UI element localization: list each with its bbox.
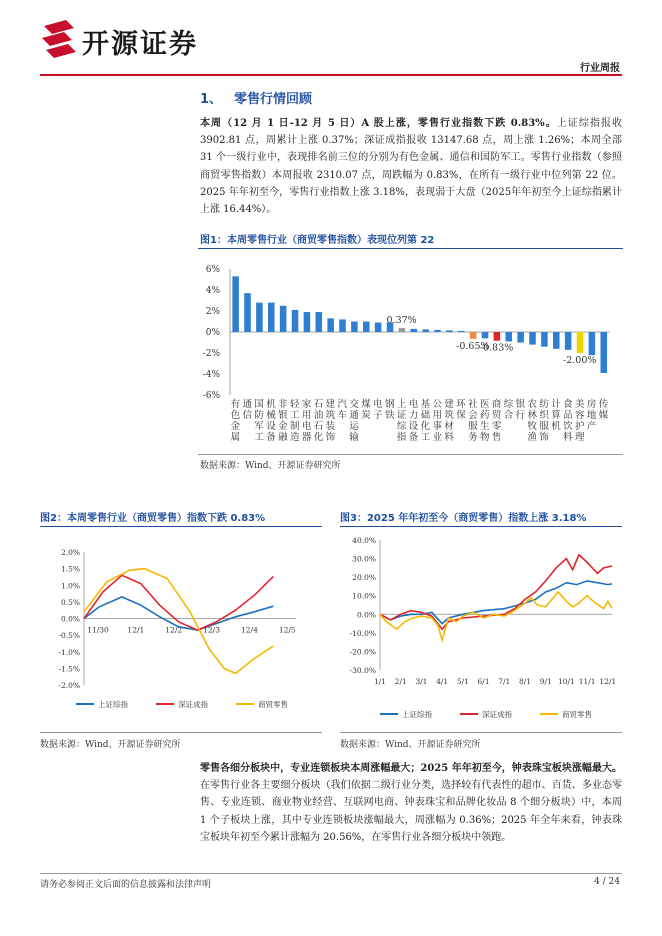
legend-label: 深证成指 (482, 710, 512, 719)
x-category-char: 行 (515, 410, 526, 421)
footer-divider (40, 873, 622, 874)
x-category-char: 渔 (527, 432, 537, 443)
x-category-char: 金 (230, 421, 241, 432)
x-category-char: 工 (254, 432, 264, 443)
y-tick-label: 10.0% (352, 591, 376, 601)
x-category-char: 汽 (337, 399, 347, 410)
section-title-text: 零售行情回顾 (234, 92, 313, 107)
x-category-char: 轻 (289, 399, 300, 410)
x-category-char: 服 (539, 421, 549, 432)
y-tick-label: -1.5% (58, 664, 80, 674)
x-category-char: 子 (373, 410, 383, 421)
figure1-source: 数据来源：Wind、开源证券研究所 (200, 461, 341, 471)
x-category-char: 房 (586, 399, 597, 410)
x-category-char: 事 (432, 421, 442, 432)
x-category-char: 筑 (444, 410, 454, 421)
paragraph-subsector-review (200, 760, 622, 846)
x-category-char: 设 (266, 421, 276, 432)
legend-label: 商贸零售 (562, 710, 592, 719)
x-tick-label: 2/1 (394, 677, 407, 686)
x-tick-label: 12/1 (127, 625, 145, 635)
bar-上证综指 (399, 328, 406, 332)
x-tick-label: 8/1 (518, 677, 532, 686)
x-tick-label: 1/1 (373, 677, 387, 686)
bar-食品饮料 (565, 332, 572, 350)
y-tick-label: -0.5% (58, 631, 80, 641)
y-tick-label: -1.0% (58, 647, 80, 657)
x-tick-label: 12/5 (278, 625, 296, 635)
bar-国防军工 (256, 303, 263, 332)
x-category-char: 环 (456, 399, 466, 410)
x-category-char: 备 (408, 432, 419, 443)
legend-label: 商贸零售 (258, 700, 288, 709)
brand-name: 开源证券 (82, 29, 198, 60)
x-category-char: 牧 (527, 421, 537, 432)
figure2-bottom-rule (40, 732, 322, 733)
x-category-char: 金 (278, 421, 288, 432)
bar-房地产 (589, 332, 596, 355)
y-tick-label: 0.5% (60, 597, 80, 607)
y-tick-label: -30.0% (349, 666, 376, 675)
x-category-char: 社 (468, 399, 478, 410)
figure3-bottom-rule (340, 732, 622, 733)
x-category-char: 用 (301, 410, 312, 421)
x-category-char: 力 (408, 410, 419, 421)
x-category-char: 计 (551, 399, 561, 410)
bar-银行 (517, 332, 524, 343)
ytd-line-chart (340, 530, 622, 730)
paragraph-body: 在零售行业各主要细分板块（我们依据二级行业分类，选择较有代表性的超市、百货、多业态零售、专业连锁、商业物业经营、互联网电商、钟表珠宝和品牌化妆品 8 个细分板块）中，本周 1 个子板块上涨，其中专业连锁板块涨幅最大，周涨幅为 0.36%；2025 年全年来看，钟表珠宝板块年初至今累计涨幅为 20.56%，在零售行业各细分板块中领跑。 (200, 780, 622, 843)
x-category-char: 机 (551, 421, 561, 432)
y-tick-label: -2% (202, 349, 220, 359)
x-category-char: 务 (468, 432, 478, 443)
x-category-char: 饰 (539, 432, 549, 443)
x-category-char: 炭 (361, 410, 371, 421)
y-tick-label: 0.0% (60, 614, 80, 624)
y-tick-label: -10.0% (349, 628, 376, 638)
x-category-char: 公 (432, 399, 442, 410)
bar-石油石化 (316, 312, 323, 332)
x-category-char: 品 (563, 410, 573, 421)
bar-通信 (244, 293, 251, 332)
x-category-char: 银 (278, 410, 288, 421)
x-category-char: 保 (456, 410, 466, 421)
bar-环保 (458, 331, 465, 332)
figure1-top-rule (198, 248, 623, 249)
x-category-char: 输 (349, 432, 359, 443)
x-category-char: 有 (230, 399, 241, 410)
x-tick-label: 10/1 (558, 677, 575, 686)
bar-传媒 (601, 332, 608, 373)
figure2-title: 图2：本周零售行业（商贸零售）指数下跌 0.83% (40, 513, 266, 524)
x-category-char: 筑 (325, 410, 336, 421)
bar-轻工制造 (292, 310, 299, 332)
x-category-char: 石 (313, 421, 324, 432)
y-tick-label: 40.0% (352, 536, 376, 545)
x-category-char: 工 (289, 410, 300, 421)
x-category-char: 纺 (539, 399, 549, 410)
y-tick-label: -4% (202, 370, 220, 380)
y-tick-label: -2.0% (58, 681, 80, 690)
x-category-char: 础 (420, 410, 431, 421)
x-category-char: 用 (432, 410, 442, 421)
x-category-char: 非 (278, 399, 288, 410)
x-category-char: 运 (349, 421, 359, 432)
figure3-source: 数据来源：Wind、开源证券研究所 (340, 740, 481, 750)
x-category-char: 综 (503, 399, 514, 410)
x-category-char: 会 (468, 410, 478, 421)
x-category-char: 军 (254, 421, 264, 432)
x-category-char: 车 (337, 410, 347, 421)
x-category-char: 械 (266, 410, 276, 421)
data-label: -2.00% (563, 355, 597, 366)
y-tick-label: 30.0% (352, 554, 376, 564)
x-tick-label: 4/1 (436, 677, 449, 686)
section-number: 1、 (200, 92, 223, 107)
report-type: 行业周报 (580, 63, 620, 74)
x-category-char: 油 (313, 410, 324, 421)
x-category-char: 容 (574, 410, 585, 421)
x-category-char: 电 (373, 399, 383, 410)
x-category-char: 通 (242, 399, 252, 410)
x-category-char: 理 (574, 432, 585, 443)
y-tick-label: 1.0% (60, 581, 80, 591)
y-tick-label: 0.0% (356, 610, 376, 620)
bar-医药生物 (482, 332, 489, 338)
x-category-char: 贸 (491, 410, 502, 421)
x-category-char: 建 (325, 399, 336, 410)
x-category-char: 器 (301, 432, 312, 443)
footer-disclaimer: 请务必参阅正文后面的信息披露和法律声明 (40, 880, 212, 890)
x-category-char: 物 (479, 432, 490, 443)
x-category-char: 色 (230, 410, 241, 421)
x-category-char: 建 (444, 399, 454, 410)
bar-电力设备 (411, 329, 418, 332)
x-category-char: 合 (503, 410, 514, 421)
series-line-商贸零售 (380, 592, 612, 640)
x-category-char: 织 (539, 410, 549, 421)
x-tick-label: 12/1 (599, 677, 617, 686)
y-tick-label: 4% (205, 286, 220, 296)
bar-综合 (506, 332, 513, 341)
x-tick-label: 12/4 (241, 625, 258, 635)
x-category-char: 机 (266, 399, 276, 410)
x-category-char: 家 (301, 399, 312, 410)
bar-公用事业 (434, 330, 441, 332)
x-category-char: 零 (491, 421, 502, 432)
x-category-char: 银 (515, 399, 526, 410)
x-tick-label: 5/1 (456, 677, 469, 686)
x-category-char: 饰 (325, 432, 336, 443)
weekly-line-chart (40, 530, 322, 730)
x-category-char: 业 (432, 432, 442, 443)
x-category-char: 防 (254, 410, 264, 421)
industry-bar-chart (198, 255, 623, 451)
bar-家用电器 (304, 312, 311, 332)
figure1-bottom-rule (198, 454, 623, 455)
x-category-char: 通 (349, 410, 359, 421)
x-tick-label: 6/1 (477, 677, 490, 686)
x-category-char: 融 (278, 432, 288, 443)
y-tick-label: 20.0% (352, 573, 376, 583)
figure3-title: 图3：2025 年年初至今（商贸零售）指数上涨 3.18% (340, 513, 587, 524)
paragraph-lead: 零售各细分板块中，专业连锁板块本周涨幅最大；2025 年年初至今，钟表珠宝板块涨幅最大。 (200, 763, 622, 774)
x-category-char: 农 (527, 399, 537, 410)
legend-label: 上证综指 (402, 710, 432, 719)
x-category-char: 林 (527, 410, 537, 421)
x-category-char: 产 (586, 421, 597, 432)
data-label: -0.65% (456, 340, 490, 352)
bar-电子 (375, 323, 382, 332)
y-tick-label: 6% (205, 265, 220, 275)
x-tick-label: 7/1 (498, 677, 511, 686)
x-tick-label: 11/1 (578, 677, 596, 686)
x-category-char: 服 (468, 421, 478, 432)
page-number: 4 / 24 (594, 877, 620, 887)
x-category-char: 制 (289, 421, 300, 432)
bar-有色金属 (232, 276, 239, 332)
x-category-char: 证 (396, 410, 407, 421)
bar-汽车 (339, 319, 346, 332)
x-category-char: 基 (420, 399, 431, 410)
y-tick-label: 2.0% (60, 548, 80, 557)
bar-交通运输 (351, 322, 358, 333)
figure3-top-rule (340, 526, 622, 527)
x-category-char: 造 (289, 432, 300, 443)
bar-商贸零售 (494, 332, 501, 341)
x-category-char: 铁 (384, 410, 395, 421)
series-line-深证成指 (84, 575, 273, 630)
figure2-top-rule (40, 526, 322, 527)
bar-煤炭 (363, 322, 370, 333)
figure2-source: 数据来源：Wind、开源证券研究所 (40, 740, 181, 750)
bar-非银金融 (280, 306, 287, 332)
x-category-char: 商 (491, 399, 502, 410)
bar-美容护理 (577, 332, 584, 353)
x-category-char: 饮 (563, 421, 573, 432)
x-category-char: 装 (325, 421, 336, 432)
legend-label: 上证综指 (98, 700, 128, 709)
x-category-char: 药 (479, 410, 490, 421)
x-tick-label: 9/1 (539, 677, 552, 686)
paragraph-body: 上证综指报收3902.81 点，周累计上涨 0.37%；深证成指报收 13147.68 点，周上涨 1.26%；本周全部 31 个一级行业中，表现排名前三位的分别为有色金属、通信和国防军工。零售行业指数（参照商贸零售指数）本周报收 2310.07 点，周跌幅为 0.83%，在所有一级行业中位列第 22 位。2025 年年初至今，零售行业指数上涨 3.18%，表现弱于大盘（2025年年初至今上证综指累计上涨 16.44%）。 (200, 118, 622, 216)
y-tick-label: 0% (205, 328, 220, 338)
y-tick-label: 1.5% (60, 564, 80, 574)
x-category-char: 媒 (598, 410, 609, 421)
bar-社会服务 (470, 332, 477, 339)
x-category-char: 备 (266, 432, 276, 443)
x-category-char: 算 (551, 410, 561, 421)
bar-建筑装饰 (327, 318, 334, 332)
x-category-char: 化 (420, 421, 431, 432)
bar-机械设备 (268, 303, 275, 332)
paragraph-lead: 本周（12 月 1 日-12 月 5 日）A 股上涨，零售行业指数下跌 0.83%。 (200, 118, 557, 129)
x-category-char: 电 (408, 399, 419, 410)
header-divider (40, 74, 622, 76)
y-tick-label: 2% (205, 307, 220, 317)
bar-建筑材料 (446, 330, 453, 332)
x-category-char: 料 (444, 432, 454, 443)
x-category-char: 食 (563, 399, 573, 410)
y-tick-label: -20.0% (349, 647, 376, 657)
x-category-char: 综 (396, 421, 407, 432)
x-category-char: 地 (586, 410, 597, 421)
section-title (200, 88, 312, 107)
legend-label: 深证成指 (178, 700, 208, 709)
x-category-char: 钢 (384, 399, 395, 410)
x-category-char: 指 (396, 432, 407, 443)
figure1-title: 图1：本周零售行业（商贸零售指数）表现位列第 22 (200, 235, 435, 246)
x-category-char: 信 (242, 410, 252, 421)
x-category-char: 石 (313, 399, 324, 410)
bar-计算机 (553, 332, 560, 349)
x-category-char: 生 (479, 421, 490, 432)
x-category-char: 国 (254, 399, 264, 410)
x-category-char: 材 (444, 421, 454, 432)
x-category-char: 工 (420, 432, 431, 443)
x-category-char: 电 (301, 421, 312, 432)
x-category-char: 料 (563, 432, 573, 443)
x-tick-label: 11/30 (87, 625, 109, 635)
bar-农林牧渔 (529, 332, 536, 345)
x-tick-label: 12/2 (165, 625, 183, 635)
x-category-char: 售 (491, 432, 502, 443)
x-category-char: 设 (408, 421, 419, 432)
y-tick-label: -6% (202, 391, 220, 401)
x-category-char: 上 (396, 399, 407, 410)
data-label: 0.37% (386, 315, 417, 327)
x-category-char: 美 (574, 399, 585, 410)
bar-纺织服饰 (541, 332, 548, 347)
x-category-char: 煤 (361, 399, 371, 410)
paragraph-market-review (200, 115, 622, 218)
x-category-char: 护 (574, 421, 585, 432)
x-tick-label: 3/1 (415, 677, 428, 686)
data-label: -0.83% (479, 342, 514, 354)
x-category-char: 化 (313, 432, 324, 443)
x-category-char: 属 (230, 432, 241, 443)
x-category-char: 医 (479, 399, 490, 410)
x-category-char: 交 (349, 399, 359, 410)
x-tick-label: 12/3 (203, 625, 220, 635)
x-category-char: 传 (598, 399, 609, 410)
bar-基础化工 (422, 329, 429, 332)
